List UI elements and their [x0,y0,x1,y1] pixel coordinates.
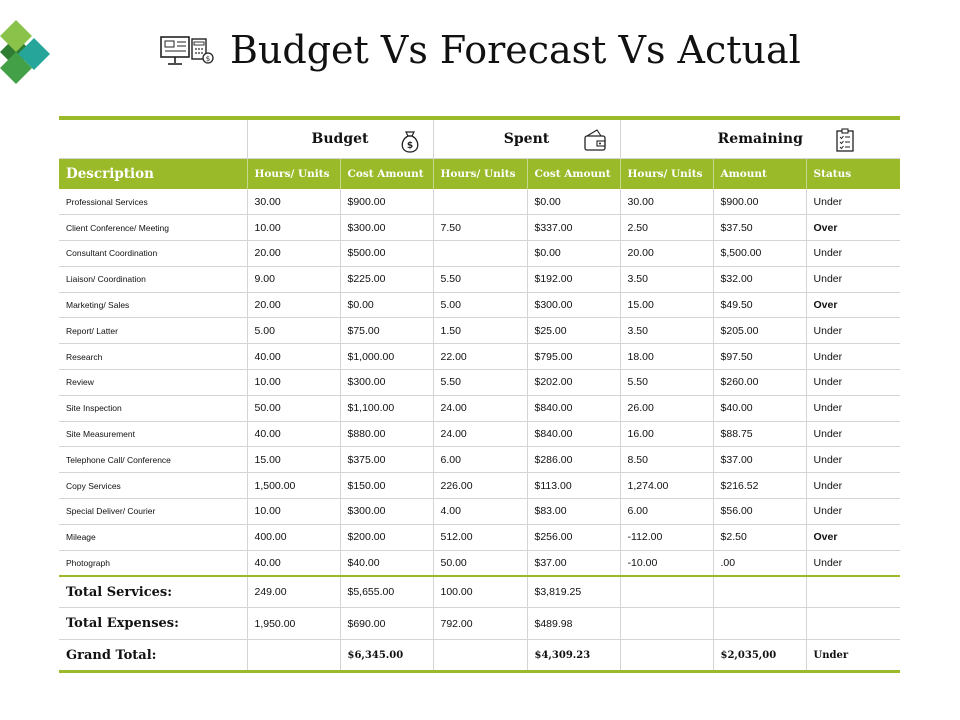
row-remaining-amount: $216.52 [713,473,806,499]
row-description: Special Deliver/ Courier [59,499,247,525]
total-expenses-empty [806,608,900,640]
row-remaining-amount: $,500.00 [713,241,806,267]
row-description: Mileage [59,524,247,550]
row-budget-hours: 10.00 [247,370,340,396]
row-budget-hours: 50.00 [247,395,340,421]
wallet-icon [582,126,608,154]
row-budget-hours: 10.00 [247,499,340,525]
table-row [59,189,900,215]
row-status: Under [806,395,900,421]
header-status: Status [806,158,900,189]
row-remaining-hours: 5.50 [620,370,713,396]
total-services-budget-hours: 249.00 [247,576,340,608]
row-remaining-amount: $37.00 [713,447,806,473]
total-expenses-label: Total Expenses: [59,608,247,640]
row-remaining-hours: 16.00 [620,421,713,447]
svg-text:$: $ [406,141,413,151]
row-budget-hours: 40.00 [247,421,340,447]
grand-total-empty [247,640,340,672]
row-spent-hours: 512.00 [433,524,527,550]
row-status: Under [806,266,900,292]
row-description: Site Inspection [59,395,247,421]
total-expenses-budget-hours: 1,950.00 [247,608,340,640]
row-status: Under [806,473,900,499]
page-title: Budget Vs Forecast Vs Actual [230,28,801,72]
total-expenses-empty [713,608,806,640]
row-budget-cost: $300.00 [340,215,433,241]
row-budget-cost: $500.00 [340,241,433,267]
row-remaining-amount: $37.50 [713,215,806,241]
row-remaining-amount: $205.00 [713,318,806,344]
row-description: Photograph [59,550,247,576]
grand-total-status: Under [806,640,900,672]
row-remaining-hours: 18.00 [620,344,713,370]
row-description: Professional Services [59,189,247,215]
row-budget-cost: $375.00 [340,447,433,473]
row-status: Under [806,421,900,447]
row-budget-hours: 40.00 [247,344,340,370]
total-expenses-budget-cost: $690.00 [340,608,433,640]
row-remaining-amount: .00 [713,550,806,576]
table-row [59,421,900,447]
clipboard-checklist-icon [832,126,858,154]
row-budget-hours: 10.00 [247,215,340,241]
column-header-row [59,158,900,189]
row-budget-hours: 20.00 [247,292,340,318]
row-budget-cost: $1,000.00 [340,344,433,370]
row-spent-hours [433,241,527,267]
row-spent-hours [433,189,527,215]
row-description: Telephone Call/ Conference [59,447,247,473]
row-budget-hours: 5.00 [247,318,340,344]
table-row [59,370,900,396]
row-status: Under [806,447,900,473]
header-description: Description [66,165,154,182]
table-row [59,344,900,370]
table-row [59,499,900,525]
table-row [59,292,900,318]
grand-total-empty [433,640,527,672]
row-spent-hours: 5.00 [433,292,527,318]
header-remaining-amount: Amount [713,158,806,189]
group-header-row [59,118,900,158]
row-spent-cost: $0.00 [527,189,620,215]
row-spent-cost: $192.00 [527,266,620,292]
row-status: Under [806,344,900,370]
table-row [59,241,900,267]
row-spent-cost: $337.00 [527,215,620,241]
row-status: Under [806,550,900,576]
row-spent-hours: 5.50 [433,370,527,396]
total-services-label: Total Services: [59,576,247,608]
row-description: Site Measurement [59,421,247,447]
row-spent-cost: $840.00 [527,421,620,447]
group-budget-label: Budget [311,130,369,147]
row-description: Research [59,344,247,370]
total-services-empty [713,576,806,608]
row-remaining-amount: $900.00 [713,189,806,215]
svg-text:$: $ [205,55,211,63]
row-budget-cost: $0.00 [340,292,433,318]
row-remaining-amount: $88.75 [713,421,806,447]
table-row [59,550,900,576]
row-status: Under [806,499,900,525]
total-services-empty [806,576,900,608]
row-description: Consultant Coordination [59,241,247,267]
row-remaining-amount: $32.00 [713,266,806,292]
row-status: Under [806,241,900,267]
row-spent-hours: 50.00 [433,550,527,576]
total-expenses-spent-hours: 792.00 [433,608,527,640]
group-budget [247,118,433,158]
row-budget-cost: $300.00 [340,499,433,525]
header-budget-cost: Cost Amount [340,158,433,189]
row-remaining-hours: -112.00 [620,524,713,550]
row-budget-cost: $200.00 [340,524,433,550]
row-remaining-amount: $40.00 [713,395,806,421]
grand-total-remaining-amount: $2,035,00 [713,640,806,672]
row-remaining-hours: 3.50 [620,266,713,292]
row-spent-hours: 22.00 [433,344,527,370]
row-status: Under [806,189,900,215]
row-spent-cost: $113.00 [527,473,620,499]
row-spent-hours: 226.00 [433,473,527,499]
total-expenses-row [59,608,900,640]
row-status: Under [806,370,900,396]
row-description: Review [59,370,247,396]
row-spent-hours: 1.50 [433,318,527,344]
row-budget-cost: $880.00 [340,421,433,447]
row-spent-cost: $795.00 [527,344,620,370]
table-row [59,318,900,344]
row-remaining-amount: $49.50 [713,292,806,318]
table-row [59,266,900,292]
monitor-calculator-icon [158,34,216,68]
group-spent-label: Spent [503,130,550,147]
group-spent [433,118,620,158]
row-remaining-amount: $97.50 [713,344,806,370]
row-description: Report/ Latter [59,318,247,344]
grand-total-empty [620,640,713,672]
row-status: Over [806,215,900,241]
money-bag-icon [397,126,423,154]
total-expenses-empty [620,608,713,640]
row-spent-hours: 6.00 [433,447,527,473]
row-description: Client Conference/ Meeting [59,215,247,241]
row-remaining-amount: $2.50 [713,524,806,550]
row-budget-cost: $40.00 [340,550,433,576]
header-budget-hours: Hours/ Units [247,158,340,189]
row-spent-cost: $83.00 [527,499,620,525]
row-remaining-amount: $260.00 [713,370,806,396]
row-remaining-hours: 26.00 [620,395,713,421]
grand-total-budget-cost: $6,345.00 [340,640,433,672]
table-row [59,215,900,241]
row-budget-hours: 30.00 [247,189,340,215]
row-budget-hours: 1,500.00 [247,473,340,499]
total-services-row [59,576,900,608]
row-budget-cost: $300.00 [340,370,433,396]
total-services-empty [620,576,713,608]
row-status: Over [806,524,900,550]
grand-total-spent-cost: $4,309.23 [527,640,620,672]
row-budget-hours: 40.00 [247,550,340,576]
row-spent-cost: $25.00 [527,318,620,344]
row-budget-cost: $150.00 [340,473,433,499]
row-remaining-hours: 15.00 [620,292,713,318]
row-budget-hours: 20.00 [247,241,340,267]
table-row [59,395,900,421]
row-budget-cost: $1,100.00 [340,395,433,421]
row-remaining-hours: 3.50 [620,318,713,344]
row-budget-cost: $900.00 [340,189,433,215]
grand-total-row [59,640,900,672]
row-budget-hours: 400.00 [247,524,340,550]
row-remaining-hours: 1,274.00 [620,473,713,499]
total-services-spent-cost: $3,819.25 [527,576,620,608]
row-remaining-hours: 8.50 [620,447,713,473]
row-description: Liaison/ Coordination [59,266,247,292]
row-spent-hours: 24.00 [433,395,527,421]
header-spent-hours: Hours/ Units [433,158,527,189]
grand-total-label: Grand Total: [59,640,247,672]
row-spent-cost: $37.00 [527,550,620,576]
row-description: Copy Services [59,473,247,499]
row-remaining-hours: 20.00 [620,241,713,267]
row-spent-hours: 5.50 [433,266,527,292]
header-remaining-hours: Hours/ Units [620,158,713,189]
row-spent-hours: 7.50 [433,215,527,241]
budget-table [59,116,900,673]
group-header-blank [59,118,247,158]
row-spent-cost: $0.00 [527,241,620,267]
row-budget-hours: 15.00 [247,447,340,473]
group-remaining-label: Remaining [717,130,803,147]
total-services-spent-hours: 100.00 [433,576,527,608]
row-budget-cost: $75.00 [340,318,433,344]
group-remaining [620,118,900,158]
total-expenses-spent-cost: $489.98 [527,608,620,640]
row-spent-cost: $286.00 [527,447,620,473]
row-remaining-amount: $56.00 [713,499,806,525]
row-spent-hours: 24.00 [433,421,527,447]
row-status: Under [806,318,900,344]
table-row [59,447,900,473]
diamond-logo-icon [0,18,56,84]
table-row [59,473,900,499]
row-description: Marketing/ Sales [59,292,247,318]
row-status: Over [806,292,900,318]
table-row [59,524,900,550]
header-spent-cost: Cost Amount [527,158,620,189]
row-remaining-hours: 30.00 [620,189,713,215]
total-services-budget-cost: $5,655.00 [340,576,433,608]
row-spent-cost: $300.00 [527,292,620,318]
row-remaining-hours: 2.50 [620,215,713,241]
row-budget-hours: 9.00 [247,266,340,292]
row-budget-cost: $225.00 [340,266,433,292]
row-remaining-hours: 6.00 [620,499,713,525]
row-spent-cost: $256.00 [527,524,620,550]
row-spent-hours: 4.00 [433,499,527,525]
row-spent-cost: $202.00 [527,370,620,396]
row-remaining-hours: -10.00 [620,550,713,576]
row-spent-cost: $840.00 [527,395,620,421]
